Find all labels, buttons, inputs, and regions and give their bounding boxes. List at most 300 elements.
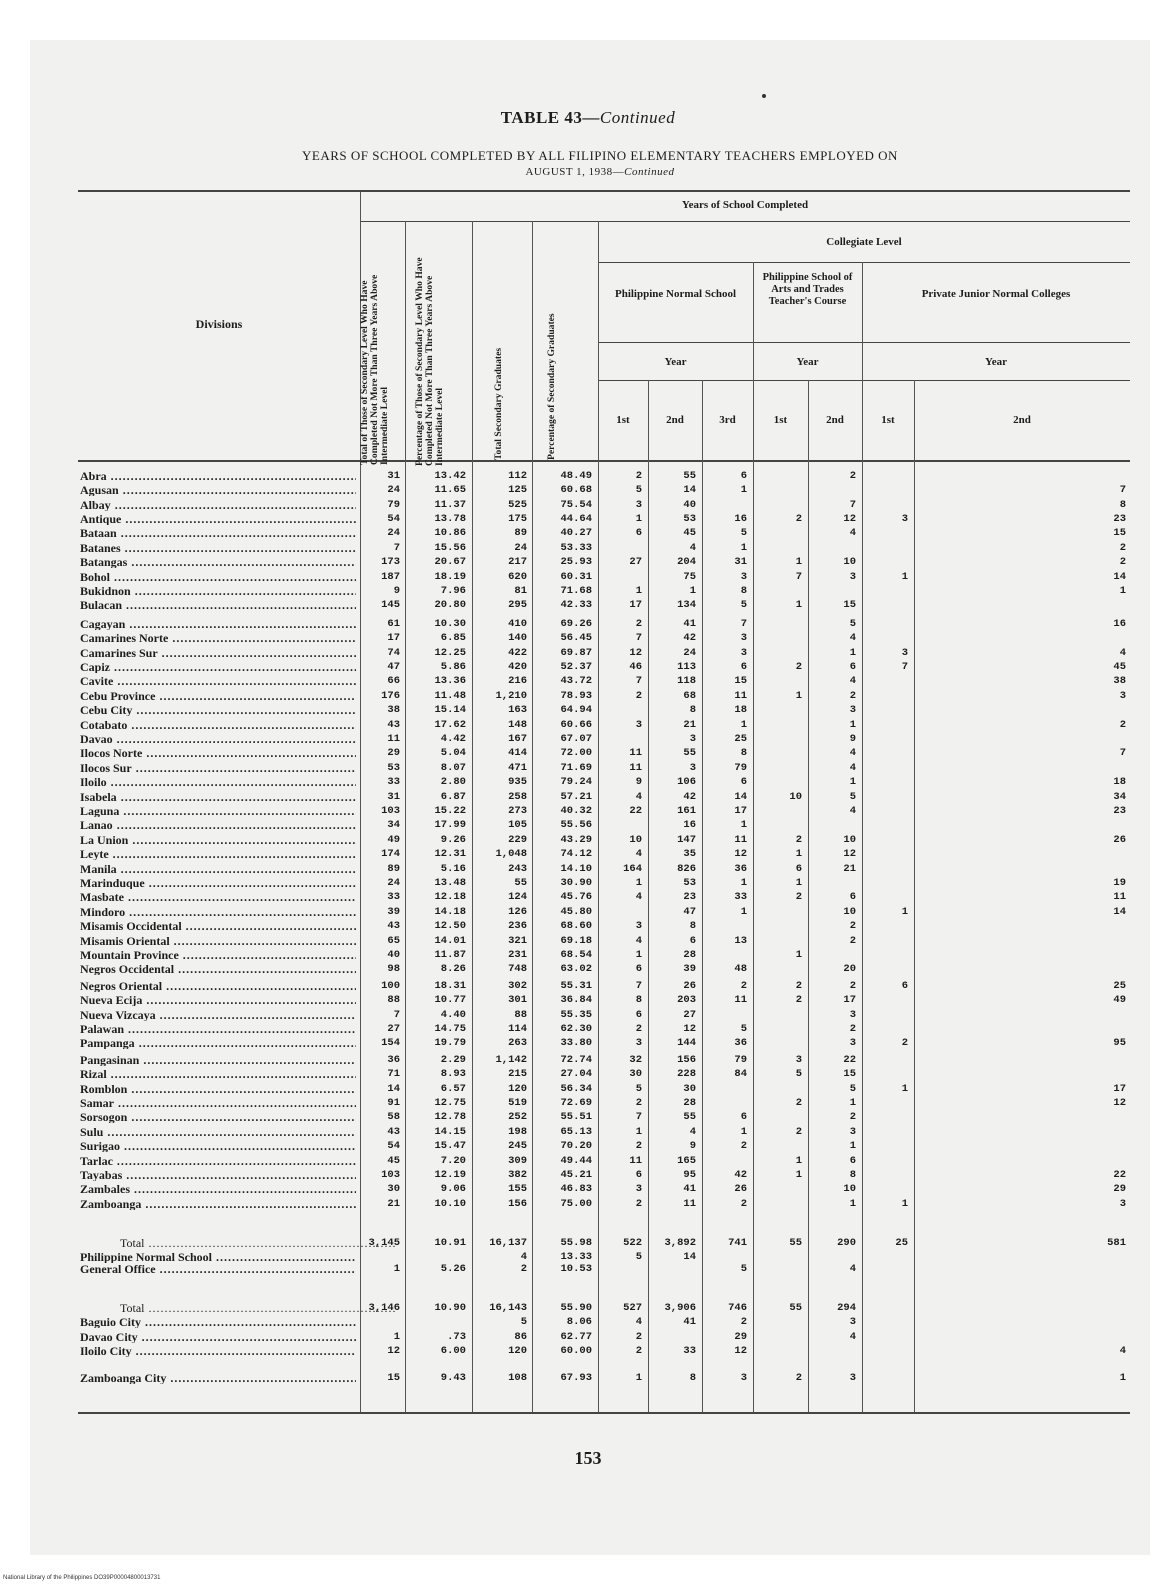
division-name: General Office ..... <box>80 1263 356 1275</box>
cell-value: 55.98 <box>560 1237 592 1249</box>
cell-value: 3,145 <box>368 1237 400 1249</box>
cell-value: 147 <box>677 834 696 846</box>
cell-value: 3 <box>689 762 696 774</box>
cell-value: 18 <box>734 704 747 717</box>
division-name: Cebu City ..... <box>80 704 356 716</box>
division-name: Palawan ..... <box>80 1023 356 1035</box>
cell-value: 12.19 <box>434 1168 466 1181</box>
cell-value: 2 <box>795 1372 802 1384</box>
cell-value: 5 <box>795 1068 802 1081</box>
cell-value: 38 <box>1113 675 1126 688</box>
cell-value: 10 <box>629 834 642 846</box>
cell-value: 6 <box>635 1168 642 1181</box>
cell-value: 140 <box>508 632 527 645</box>
cell-value: 57.21 <box>560 790 592 803</box>
table-row <box>0 1316 1176 1328</box>
division-name: Mindoro ..... <box>80 906 356 918</box>
cell-value: 114 <box>508 1022 527 1035</box>
cell-value: 4 <box>635 1316 642 1329</box>
cell-value: 321 <box>508 934 527 947</box>
psat-2nd: 2nd <box>826 414 844 426</box>
cell-value: 8 <box>689 920 696 933</box>
table-row <box>0 1009 1176 1021</box>
cell-value: 3 <box>740 570 747 583</box>
cell-value: 24 <box>514 542 527 554</box>
cell-value: 78.93 <box>560 690 592 702</box>
cell-value: 11.65 <box>434 484 466 497</box>
cell-value: 8 <box>740 747 747 760</box>
cell-value: 6 <box>849 1154 856 1167</box>
cell-value: 22 <box>843 1054 856 1066</box>
division-name: Zambales ..... <box>80 1183 356 1195</box>
cell-value: 1 <box>740 906 747 918</box>
cell-value: 6.00 <box>440 1344 466 1357</box>
table-row <box>0 1111 1176 1123</box>
cell-value: 58 <box>387 1111 400 1124</box>
cell-value: 11.37 <box>434 498 466 511</box>
cell-value: 145 <box>381 599 400 612</box>
cell-value: 1 <box>795 690 802 702</box>
cell-value: 6 <box>740 1111 747 1124</box>
cell-value: 48.49 <box>560 470 592 482</box>
cell-value: 243 <box>508 862 527 875</box>
cell-value: 2 <box>740 980 747 992</box>
division-name: Sorsogon ..... <box>80 1111 356 1123</box>
cell-value: 12.18 <box>434 891 466 904</box>
cell-value: 1 <box>1119 584 1126 597</box>
cell-value: 9.06 <box>440 1183 466 1196</box>
cell-value: 217 <box>508 556 527 569</box>
cell-value: 12.31 <box>434 848 466 861</box>
cell-value: 3 <box>849 1372 856 1384</box>
pjnc-header: Private Junior Normal Colleges <box>921 288 1071 300</box>
cell-value: 826 <box>677 862 696 875</box>
cell-value: 5 <box>740 1263 747 1275</box>
table-row <box>0 863 1176 875</box>
cell-value: 17.99 <box>434 819 466 832</box>
cell-value: 3 <box>849 704 856 717</box>
cell-value: 45 <box>1113 660 1126 673</box>
cell-value: 33 <box>387 891 400 904</box>
cell-value: 26 <box>1113 834 1126 846</box>
cell-value: 7 <box>393 1008 400 1021</box>
cell-value: 68.54 <box>560 948 592 961</box>
cell-value: 12 <box>1113 1096 1126 1109</box>
cell-value: 163 <box>508 704 527 717</box>
cell-value: 7 <box>393 542 400 554</box>
cell-value: 525 <box>508 498 527 511</box>
cell-value: 11 <box>734 834 747 846</box>
cell-value: 20.80 <box>434 599 466 612</box>
cell-value: 13.48 <box>434 876 466 889</box>
cell-value: 3 <box>1119 1198 1126 1210</box>
division-name: Baguio City ..... <box>80 1316 356 1328</box>
table-row <box>0 891 1176 903</box>
cell-value: 5 <box>849 790 856 803</box>
cell-value: 6 <box>689 934 696 947</box>
division-name: Manila ..... <box>80 863 356 875</box>
cell-value: 6 <box>635 1008 642 1021</box>
cell-value: 31 <box>387 790 400 803</box>
division-name: Bataan ..... <box>80 527 356 539</box>
cell-value: 11 <box>1113 891 1126 904</box>
cell-value: 67.93 <box>560 1372 592 1384</box>
table-row <box>0 542 1176 554</box>
cell-value: 11 <box>734 690 747 702</box>
cell-value: 79 <box>734 762 747 774</box>
cell-value: 30 <box>387 1183 400 1196</box>
cell-value: 40.32 <box>560 804 592 817</box>
cell-value: 49 <box>1113 994 1126 1007</box>
cell-value: 1 <box>795 599 802 612</box>
cell-value: 15.14 <box>434 704 466 717</box>
cell-value: 15.22 <box>434 804 466 817</box>
cell-value: 3 <box>740 646 747 659</box>
cell-value: 1 <box>635 584 642 597</box>
total-row <box>0 1302 1176 1314</box>
header-rule-3 <box>598 342 1130 343</box>
cell-value: 8 <box>689 1372 696 1384</box>
cell-value: 1 <box>393 1263 400 1275</box>
cell-value: 33 <box>387 776 400 789</box>
cell-value: 14 <box>734 790 747 803</box>
cell-value: 55 <box>683 1111 696 1124</box>
cell-value: 64.94 <box>560 704 592 717</box>
cell-value: 187 <box>381 570 400 583</box>
table-row <box>0 963 1176 975</box>
cell-value: 11 <box>629 1154 642 1167</box>
cell-value: 88 <box>514 1008 527 1021</box>
cell-value: 2 <box>795 1126 802 1138</box>
cell-value: 1 <box>635 1372 642 1384</box>
cell-value: 74 <box>387 646 400 659</box>
cell-value: 13 <box>734 934 747 947</box>
pns-1st: 1st <box>616 414 630 426</box>
division-name: Agusan ..... <box>80 484 356 496</box>
cell-value: 252 <box>508 1111 527 1124</box>
cell-value: 27 <box>387 1022 400 1035</box>
header-rule-2 <box>598 262 1130 263</box>
cell-value: 1 <box>795 876 802 889</box>
cell-value: 21 <box>387 1198 400 1210</box>
cell-value: 53.33 <box>560 542 592 554</box>
cell-value: 2 <box>849 690 856 702</box>
cell-value: 43 <box>387 718 400 731</box>
table-row <box>0 1169 1176 1181</box>
pjnc-2nd: 2nd <box>1013 414 1031 426</box>
cell-value: 86 <box>514 1330 527 1343</box>
cell-value: 10 <box>843 906 856 918</box>
table-row <box>0 1068 1176 1080</box>
pct-secondary-level-header: Percentage of Those of Secondary Level Who Have Completed Not More Than Three Years Above Intermediate Level <box>414 257 445 466</box>
cell-value: 9.26 <box>440 834 466 846</box>
cell-value: 19.79 <box>434 1037 466 1050</box>
division-name: Camarines Norte ..... <box>80 632 356 644</box>
cell-value: 9 <box>635 776 642 789</box>
cell-value: 5 <box>849 1082 856 1095</box>
cell-value: 12 <box>843 848 856 861</box>
cell-value: 45 <box>387 1154 400 1167</box>
division-name: Total ..... <box>120 1302 396 1314</box>
cell-value: 5 <box>635 484 642 497</box>
cell-value: 62.30 <box>560 1022 592 1035</box>
cell-value: 4 <box>1119 646 1126 659</box>
cell-value: 28 <box>683 948 696 961</box>
table-row <box>0 1097 1176 1109</box>
cell-value: 2 <box>635 1140 642 1153</box>
cell-value: 156 <box>677 1054 696 1066</box>
cell-value: 30.90 <box>560 876 592 889</box>
cell-value: 100 <box>381 980 400 992</box>
cell-value: 17.62 <box>434 718 466 731</box>
cell-value: 49 <box>387 834 400 846</box>
cell-value: 7 <box>1119 484 1126 497</box>
division-name: Laguna ..... <box>80 805 356 817</box>
cell-value: 15 <box>1113 527 1126 540</box>
cell-value: 1 <box>901 1198 908 1210</box>
table-row <box>0 819 1176 831</box>
cell-value: 2 <box>635 1330 642 1343</box>
division-name: Total ..... <box>120 1237 396 1249</box>
division-name: Philippine Normal School ..... <box>80 1251 356 1263</box>
table-row <box>0 499 1176 511</box>
division-name: Pangasinan ..... <box>80 1054 356 1066</box>
division-name: Tarlac ..... <box>80 1155 356 1167</box>
header-rule-4 <box>598 380 1130 381</box>
cell-value: 98 <box>387 963 400 976</box>
cell-value: 1 <box>901 906 908 918</box>
table-row <box>0 1251 1176 1263</box>
cell-value: 112 <box>508 470 527 482</box>
cell-value: 18.19 <box>434 570 466 583</box>
cell-value: 53 <box>683 876 696 889</box>
cell-value: 108 <box>508 1372 527 1384</box>
cell-value: 6 <box>849 660 856 673</box>
cell-value: 42 <box>683 632 696 645</box>
cell-value: 3 <box>740 632 747 645</box>
cell-value: 69.26 <box>560 618 592 630</box>
cell-value: 12.50 <box>434 920 466 933</box>
cell-value: 4 <box>849 1330 856 1343</box>
cell-value: 36 <box>734 1037 747 1050</box>
cell-value: 3 <box>635 718 642 731</box>
cell-value: 11 <box>683 1198 696 1210</box>
cell-value: 10 <box>789 790 802 803</box>
cell-value: 5 <box>520 1316 527 1329</box>
cell-value: 9 <box>689 1140 696 1153</box>
cell-value: 5 <box>849 618 856 630</box>
division-name: Rizal ..... <box>80 1068 356 1080</box>
cell-value: 71 <box>387 1068 400 1081</box>
division-name: Lanao ..... <box>80 819 356 831</box>
cell-value: 22 <box>629 804 642 817</box>
cell-value: 3 <box>635 1037 642 1050</box>
table-row <box>0 513 1176 525</box>
cell-value: 95 <box>683 1168 696 1181</box>
cell-value: 46.83 <box>560 1183 592 1196</box>
cell-value: 36 <box>387 1054 400 1066</box>
cell-value: 12 <box>734 848 747 861</box>
division-name: Bulacan ..... <box>80 599 356 611</box>
table-bottom-rule <box>78 1412 1130 1414</box>
cell-value: 2 <box>635 1344 642 1357</box>
cell-value: 10.53 <box>560 1263 592 1275</box>
cell-value: 11 <box>387 732 400 745</box>
table-row <box>0 1331 1176 1343</box>
cell-value: 124 <box>508 891 527 904</box>
cell-value: 15.56 <box>434 542 466 554</box>
cell-value: 2 <box>740 1316 747 1329</box>
cell-value: 2.29 <box>440 1054 466 1066</box>
cell-value: 68 <box>683 690 696 702</box>
cell-value: 48 <box>734 963 747 976</box>
cell-value: 10.30 <box>434 618 466 630</box>
cell-value: 2 <box>635 1198 642 1210</box>
cell-value: 25 <box>734 732 747 745</box>
table-row <box>0 484 1176 496</box>
cell-value: 12 <box>629 646 642 659</box>
cell-value: 2 <box>635 1096 642 1109</box>
cell-value: 15 <box>734 675 747 688</box>
cell-value: 21 <box>843 862 856 875</box>
cell-value: 12.75 <box>434 1096 466 1109</box>
cell-value: 72.00 <box>560 747 592 760</box>
cell-value: 2 <box>795 512 802 525</box>
table-row <box>0 470 1176 482</box>
cell-value: 4 <box>1119 1344 1126 1357</box>
cell-value: 47 <box>387 660 400 673</box>
cell-value: 41 <box>683 1183 696 1196</box>
cell-value: 24 <box>387 876 400 889</box>
table-row <box>0 690 1176 702</box>
cell-value: 13.42 <box>434 470 466 482</box>
cell-value: 79 <box>387 498 400 511</box>
table-row <box>0 733 1176 745</box>
cell-value: 4.40 <box>440 1008 466 1021</box>
cell-value: 215 <box>508 1068 527 1081</box>
cell-value: 103 <box>381 804 400 817</box>
cell-value: 105 <box>508 819 527 832</box>
cell-value: 410 <box>508 618 527 630</box>
cell-value: 7 <box>740 618 747 630</box>
cell-value: 27 <box>629 556 642 569</box>
table-row <box>0 949 1176 961</box>
table-row <box>0 906 1176 918</box>
cell-value: 13.78 <box>434 512 466 525</box>
cell-value: 228 <box>677 1068 696 1081</box>
cell-value: 74.12 <box>560 848 592 861</box>
cell-value: 2 <box>849 920 856 933</box>
cell-value: 6 <box>795 862 802 875</box>
table-row <box>0 661 1176 673</box>
division-name: Capiz ..... <box>80 661 356 673</box>
cell-value: 14 <box>683 1251 696 1264</box>
cell-value: 4.42 <box>440 732 466 745</box>
cell-value: 1 <box>740 819 747 832</box>
cell-value: 2 <box>1119 556 1126 569</box>
cell-value: 3 <box>635 498 642 511</box>
cell-value: 14.75 <box>434 1022 466 1035</box>
cell-value: 36 <box>734 862 747 875</box>
division-name: Negros Occidental ..... <box>80 963 356 975</box>
cell-value: 8.26 <box>440 963 466 976</box>
division-name: Ilocos Norte ..... <box>80 747 356 759</box>
table-row <box>0 980 1176 992</box>
cell-value: 54 <box>387 512 400 525</box>
cell-value: 3 <box>901 646 908 659</box>
cell-value: 24 <box>683 646 696 659</box>
psat-year-header: Year <box>796 356 819 368</box>
cell-value: 7 <box>795 570 802 583</box>
cell-value: 1 <box>795 848 802 861</box>
cell-value: 14 <box>387 1082 400 1095</box>
cell-value: 11.48 <box>434 690 466 702</box>
cell-value: 3,906 <box>664 1302 696 1314</box>
cell-value: 41 <box>683 1316 696 1329</box>
cell-value: 16 <box>1113 618 1126 630</box>
total-graduates-header: Total Secondary Graduates <box>493 347 504 460</box>
cell-value: 20.67 <box>434 556 466 569</box>
division-name: Ilocos Sur ..... <box>80 762 356 774</box>
cell-value: 55 <box>789 1237 802 1249</box>
division-name: Iloilo ..... <box>80 776 356 788</box>
table-row <box>0 776 1176 788</box>
table-row <box>0 994 1176 1006</box>
cell-value: 1 <box>849 1096 856 1109</box>
pjnc-year-header: Year <box>985 356 1007 368</box>
cell-value: 65 <box>387 934 400 947</box>
division-name: Misamis Oriental ..... <box>80 935 356 947</box>
cell-value: 148 <box>508 718 527 731</box>
cell-value: 301 <box>508 994 527 1007</box>
cell-value: 33.80 <box>560 1037 592 1050</box>
cell-value: 61 <box>387 618 400 630</box>
cell-value: 72.74 <box>560 1054 592 1066</box>
cell-value: 5.04 <box>440 747 466 760</box>
cell-value: 4 <box>849 1263 856 1275</box>
cell-value: 4 <box>635 934 642 947</box>
cell-value: 79 <box>734 1054 747 1066</box>
cell-value: 294 <box>837 1302 856 1314</box>
total-row <box>0 1237 1176 1249</box>
cell-value: 1 <box>795 948 802 961</box>
cell-value: 2 <box>635 470 642 482</box>
table-row <box>0 791 1176 803</box>
cell-value: 40 <box>387 948 400 961</box>
cell-value: 55.31 <box>560 980 592 992</box>
cell-value: 1 <box>849 646 856 659</box>
cell-value: 6 <box>849 891 856 904</box>
cell-value: 11 <box>629 747 642 760</box>
table-row <box>0 571 1176 583</box>
cell-value: 20 <box>843 963 856 976</box>
cell-value: 55.90 <box>560 1302 592 1314</box>
table-row <box>0 556 1176 568</box>
cell-value: 8 <box>689 704 696 717</box>
cell-value: 4 <box>849 527 856 540</box>
cell-value: 11 <box>734 994 747 1007</box>
table-row <box>0 599 1176 611</box>
cell-value: 33 <box>734 891 747 904</box>
cell-value: 165 <box>677 1154 696 1167</box>
table-row <box>0 527 1176 539</box>
cell-value: 161 <box>677 804 696 817</box>
division-name: Tayabas ..... <box>80 1169 356 1181</box>
cell-value: 38 <box>387 704 400 717</box>
division-name: Bukidnon ..... <box>80 585 356 597</box>
cell-value: 164 <box>623 862 642 875</box>
cell-value: 5.26 <box>440 1263 466 1275</box>
